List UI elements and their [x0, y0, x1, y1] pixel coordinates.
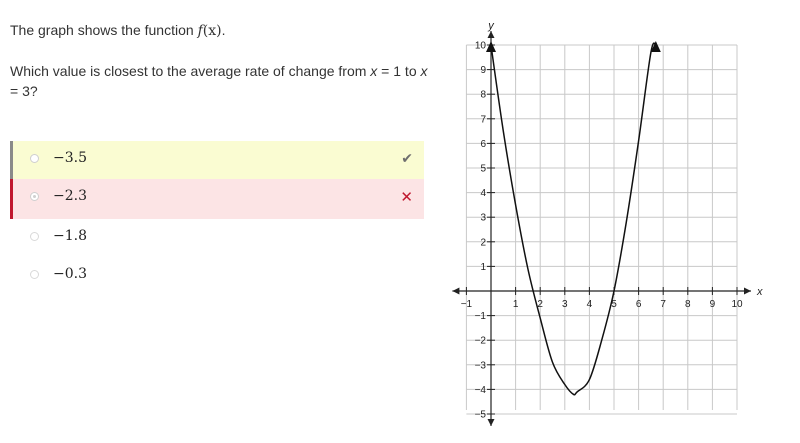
- radio-button-icon[interactable]: [30, 154, 39, 163]
- x-tick-label: 7: [660, 299, 666, 310]
- x-tick-label: 10: [731, 299, 743, 310]
- answer-option-4[interactable]: [10, 257, 424, 295]
- function-graph: [440, 10, 770, 440]
- answer-label: −0.3: [53, 266, 87, 282]
- y-tick-label: −3: [474, 360, 486, 372]
- y-tick-label: −1: [474, 311, 486, 323]
- answer-label: −2.3: [53, 188, 87, 204]
- curve-arrow-left: [486, 41, 496, 52]
- answer-option-3[interactable]: [10, 219, 424, 257]
- answer-label: −1.8: [53, 228, 87, 244]
- radio-button-icon[interactable]: [30, 192, 39, 201]
- x-tick-label: 2: [537, 299, 543, 310]
- y-axis-arrow-down: [488, 419, 495, 426]
- answer-option-1[interactable]: [10, 141, 424, 179]
- y-tick-label: 5: [480, 163, 486, 175]
- x-tick-label: −1: [460, 299, 473, 310]
- y-axis-arrow-up: [488, 31, 495, 38]
- y-tick-label: −2: [474, 335, 486, 347]
- x-mark-icon: ✕: [400, 189, 413, 206]
- y-tick-label: 1: [480, 261, 486, 273]
- function-arg: (x): [202, 23, 222, 39]
- radio-button-icon[interactable]: [30, 270, 39, 279]
- y-tick-label: 6: [480, 138, 486, 150]
- x-tick-label: 5: [611, 299, 617, 310]
- radio-button-icon[interactable]: [30, 232, 39, 241]
- y-axis-label: y: [488, 20, 494, 32]
- x-tick-label: 6: [635, 299, 642, 310]
- question-text: [10, 20, 430, 101]
- x-tick-label: 4: [586, 299, 593, 310]
- question-line-1: The graph shows the function f(x).: [10, 22, 226, 39]
- y-tick-label: 3: [480, 212, 486, 224]
- answer-label: −3.5: [53, 150, 87, 166]
- x-tick-label: 8: [685, 299, 691, 310]
- x-axis-arrow-right: [744, 288, 751, 295]
- y-tick-label: 10: [474, 40, 486, 52]
- question-line-2: Which value is closest to the average rate of change from x = 1 to x = 3?: [10, 63, 428, 99]
- answer-option-2[interactable]: [10, 179, 424, 219]
- y-tick-label: −4: [474, 384, 486, 396]
- x-tick-label: 1: [512, 299, 519, 310]
- answer-choices: [10, 141, 424, 295]
- function-name: f: [197, 23, 203, 39]
- y-tick-label: 7: [480, 114, 486, 126]
- x-axis-label: x: [757, 286, 763, 298]
- y-tick-label: 9: [480, 65, 486, 77]
- x-tick-label: 9: [709, 299, 716, 310]
- y-tick-label: −5: [474, 409, 486, 421]
- check-icon: ✔: [401, 150, 413, 166]
- y-tick-label: 4: [480, 188, 486, 200]
- x-axis-arrow-left: [452, 288, 459, 295]
- y-tick-label: 2: [480, 237, 486, 249]
- y-tick-label: 8: [480, 89, 486, 101]
- x-tick-label: 3: [562, 299, 568, 310]
